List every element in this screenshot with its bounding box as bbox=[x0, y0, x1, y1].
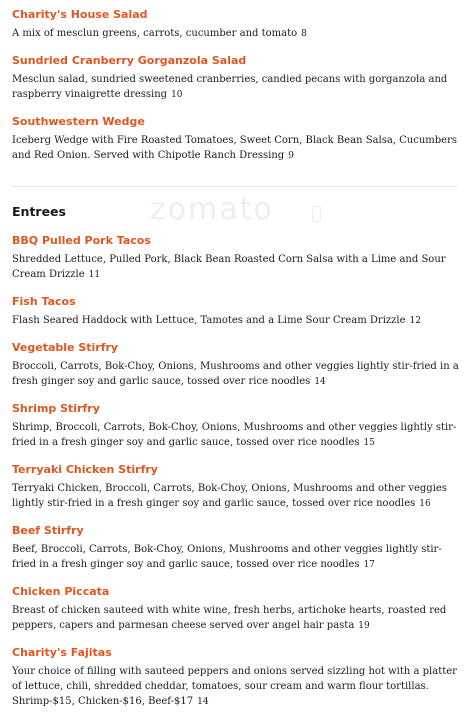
item-description bbox=[12, 133, 460, 164]
item-name: Chicken Piccata bbox=[12, 585, 110, 598]
item-description-text: Shrimp, Broccoli, Carrots, Bok-Choy, Onions, Mushrooms and other veggies lightly stir-fried in a fresh ginger soy and garlic sauce, tossed over rice noodles bbox=[12, 422, 457, 448]
item-description-text: Your choice of filling with sauteed peppers and onions served sizzling hot with a platter of lettuce, chili, shredded cheddar, tomatoes, sour cream and warm flour tortillas. Shrimp-$15, Chicken-$16, Beef-$17 bbox=[12, 666, 457, 707]
item-price: 14 bbox=[197, 697, 209, 707]
item-description-text: Mesclun salad, sundried sweetened cranberries, candied pecans with gorganzola and raspberry vinaigrette dressing bbox=[12, 74, 448, 100]
item-price: 19 bbox=[358, 621, 370, 631]
item-name: Southwestern Wedge bbox=[12, 115, 145, 128]
item-name: Fish Tacos bbox=[12, 295, 76, 308]
item-description-text: Shredded Lettuce, Pulled Pork, Black Bean Roasted Corn Salsa with a Lime and Sour Cream Drizzle bbox=[12, 254, 446, 280]
menu-item bbox=[12, 115, 460, 164]
menu-item bbox=[12, 524, 460, 573]
item-description bbox=[12, 313, 460, 329]
item-description bbox=[12, 252, 460, 283]
item-description bbox=[12, 72, 460, 103]
item-description-text: Iceberg Wedge with Fire Roasted Tomatoes, Sweet Corn, Black Bean Salsa, Cucumbers and Red Onion. Served with Chipotle Ranch Dressing bbox=[12, 135, 457, 161]
menu-item bbox=[12, 54, 460, 103]
item-description bbox=[12, 542, 460, 573]
entrees-section bbox=[12, 204, 460, 722]
item-description bbox=[12, 26, 460, 42]
item-name: Charity's Fajitas bbox=[12, 646, 112, 659]
item-description-text: Flash Seared Haddock with Lettuce, Tamotes and a Lime Sour Cream Drizzle bbox=[12, 315, 406, 326]
item-description bbox=[12, 664, 460, 710]
item-price: 12 bbox=[409, 316, 422, 326]
menu-item bbox=[12, 463, 460, 512]
item-price: 14 bbox=[314, 377, 326, 387]
item-name: Vegetable Stirfry bbox=[12, 341, 119, 354]
item-description-text: Terryaki Chicken, Broccoli, Carrots, Bok-Choy, Onions, Mushrooms and other veggies lightly stir-fried in a fresh ginger soy and garlic sauce, tossed over rice noodles bbox=[12, 483, 447, 509]
menu-item bbox=[12, 295, 460, 329]
item-price: 16 bbox=[419, 499, 431, 509]
item-name: Beef Stirfry bbox=[12, 524, 84, 537]
item-price: 11 bbox=[88, 270, 101, 280]
item-price: 15 bbox=[363, 438, 375, 448]
item-price: 17 bbox=[363, 560, 375, 570]
item-name: Shrimp Stirfry bbox=[12, 402, 100, 415]
section-title: Entrees bbox=[12, 204, 66, 219]
item-name: Sundried Cranberry Gorganzola Salad bbox=[12, 54, 247, 67]
item-description bbox=[12, 481, 460, 512]
item-description-text: Beef, Broccoli, Carrots, Bok-Choy, Onions, Mushrooms and other veggies lightly stir-fried in a fresh ginger soy and garlic sauce, tossed over rice noodles bbox=[12, 544, 442, 570]
item-price: 8 bbox=[301, 29, 307, 39]
item-name: BBQ Pulled Pork Tacos bbox=[12, 234, 151, 247]
salads-section bbox=[12, 8, 460, 176]
menu-item bbox=[12, 8, 460, 42]
item-description bbox=[12, 603, 460, 634]
item-name: Terryaki Chicken Stirfry bbox=[12, 463, 158, 476]
item-description-text: A mix of mesclun greens, carrots, cucumber and tomato bbox=[12, 28, 298, 39]
item-description bbox=[12, 359, 460, 390]
menu-item bbox=[12, 646, 460, 710]
item-description bbox=[12, 420, 460, 451]
zomato-watermark: zomato bbox=[150, 192, 274, 227]
item-price: 9 bbox=[288, 151, 294, 161]
menu-item bbox=[12, 234, 460, 283]
item-price: 10 bbox=[171, 90, 183, 100]
item-description-text: Breast of chicken sauteed with white wine, fresh herbs, artichoke hearts, roasted red peppers, capers and parmesan cheese served over angel hair pasta bbox=[12, 605, 447, 631]
menu-item bbox=[12, 402, 460, 451]
item-name: Charity's House Salad bbox=[12, 8, 148, 21]
item-description-text: Broccoli, Carrots, Bok-Choy, Onions, Mushrooms and other veggies lightly stir-fried in a fresh ginger soy and garlic sauce, tossed over rice noodles bbox=[12, 361, 459, 387]
menu-item bbox=[12, 585, 460, 634]
menu-item bbox=[12, 341, 460, 390]
section-divider bbox=[12, 186, 458, 187]
